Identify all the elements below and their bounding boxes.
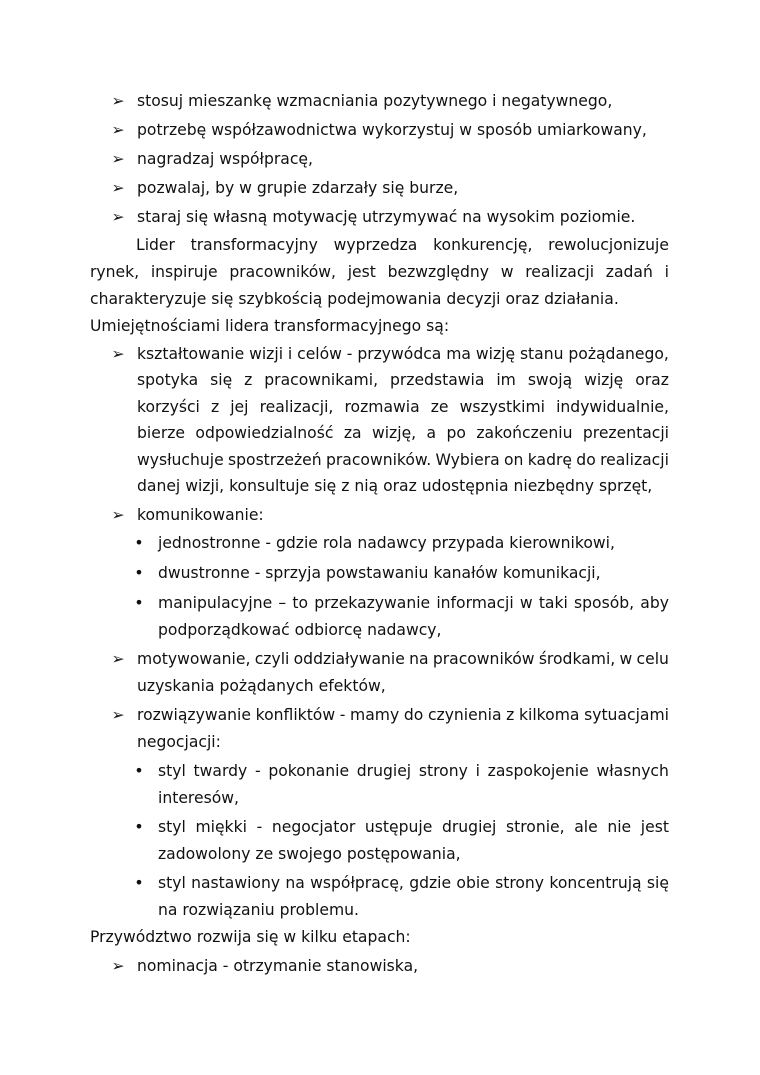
list-item-line: bierze odpowiedzialność za wizję, a po zakończeniu prezentacji bbox=[137, 424, 669, 442]
arrow-bullet-icon: ➢ bbox=[111, 179, 125, 197]
paragraph-line: rynek, inspiruje pracowników, jest bezwzględny w realizacji zadań i bbox=[90, 263, 669, 281]
dot-bullet-icon: • bbox=[134, 873, 144, 892]
arrow-bullet-icon: ➢ bbox=[111, 92, 125, 110]
list-item-line: kształtowanie wizji i celów - przywódca ma wizję stanu pożądanego, bbox=[137, 345, 669, 363]
dot-bullet-icon: • bbox=[134, 593, 144, 612]
sub-list-item-line: na rozwiązaniu problemu. bbox=[158, 901, 359, 919]
list-item-line: wysłuchuje spostrzeżeń pracowników. Wybiera on kadrę do realizacji bbox=[137, 451, 669, 469]
dot-bullet-icon: • bbox=[134, 761, 144, 780]
list-item-line: danej wizji, konsultuje się z nią oraz udostępnia niezbędny sprzęt, bbox=[137, 477, 653, 495]
sub-list-item-line: styl nastawiony na współpracę, gdzie obie strony koncentrują się bbox=[158, 874, 669, 892]
paragraph-line: charakteryzuje się szybkością podejmowania decyzji oraz działania. bbox=[90, 290, 619, 308]
list-item: staraj się własną motywację utrzymywać na wysokim poziomie. bbox=[137, 208, 636, 226]
arrow-bullet-icon: ➢ bbox=[111, 121, 125, 139]
arrow-bullet-icon: ➢ bbox=[111, 506, 125, 524]
sub-list-item: jednostronne - gdzie rola nadawcy przypada kierownikowi, bbox=[158, 534, 615, 552]
sub-list-item-line: zadowolony ze swojego postępowania, bbox=[158, 845, 461, 863]
arrow-bullet-icon: ➢ bbox=[111, 208, 125, 226]
list-item: nominacja - otrzymanie stanowiska, bbox=[137, 957, 419, 975]
list-item: pozwalaj, by w grupie zdarzały się burze, bbox=[137, 179, 459, 197]
sub-list-item-line: manipulacyjne – to przekazywanie informacji w taki sposób, aby bbox=[158, 594, 669, 612]
list-item: stosuj mieszankę wzmacniania pozytywnego i negatywnego, bbox=[137, 92, 613, 110]
list-item: komunikowanie: bbox=[137, 506, 264, 524]
sub-list-item-line: styl twardy - pokonanie drugiej strony i zaspokojenie własnych bbox=[158, 762, 669, 780]
sub-list-item-line: interesów, bbox=[158, 789, 239, 807]
list-item-line: spotyka się z pracownikami, przedstawia im swoją wizję oraz bbox=[137, 371, 669, 389]
list-item-line: rozwiązywanie konfliktów - mamy do czynienia z kilkoma sytuacjami bbox=[137, 706, 669, 724]
dot-bullet-icon: • bbox=[134, 533, 144, 552]
list-item-line: motywowanie, czyli oddziaływanie na pracowników środkami, w celu bbox=[137, 650, 669, 668]
sub-list-item-line: podporządkować odbiorcę nadawcy, bbox=[158, 621, 442, 639]
section-heading: Przywództwo rozwija się w kilku etapach: bbox=[90, 928, 411, 946]
arrow-bullet-icon: ➢ bbox=[111, 150, 125, 168]
arrow-bullet-icon: ➢ bbox=[111, 650, 125, 668]
list-item-line: uzyskania pożądanych efektów, bbox=[137, 677, 386, 695]
list-item-line: negocjacji: bbox=[137, 733, 221, 751]
list-item-line: korzyści z jej realizacji, rozmawia ze wszystkimi indywidualnie, bbox=[137, 398, 669, 416]
dot-bullet-icon: • bbox=[134, 563, 144, 582]
sub-list-item: dwustronne - sprzyja powstawaniu kanałów komunikacji, bbox=[158, 564, 601, 582]
sub-list-item-line: styl miękki - negocjator ustępuje drugiej stronie, ale nie jest bbox=[158, 818, 669, 836]
arrow-bullet-icon: ➢ bbox=[111, 706, 125, 724]
arrow-bullet-icon: ➢ bbox=[111, 957, 125, 975]
paragraph-line: Lider transformacyjny wyprzedza konkurencję, rewolucjonizuje bbox=[136, 236, 669, 254]
arrow-bullet-icon: ➢ bbox=[111, 345, 125, 363]
list-item: nagradzaj współpracę, bbox=[137, 150, 313, 168]
dot-bullet-icon: • bbox=[134, 817, 144, 836]
list-item: potrzebę współzawodnictwa wykorzystuj w sposób umiarkowany, bbox=[137, 121, 647, 139]
section-heading: Umiejętnościami lidera transformacyjnego są: bbox=[90, 317, 450, 335]
